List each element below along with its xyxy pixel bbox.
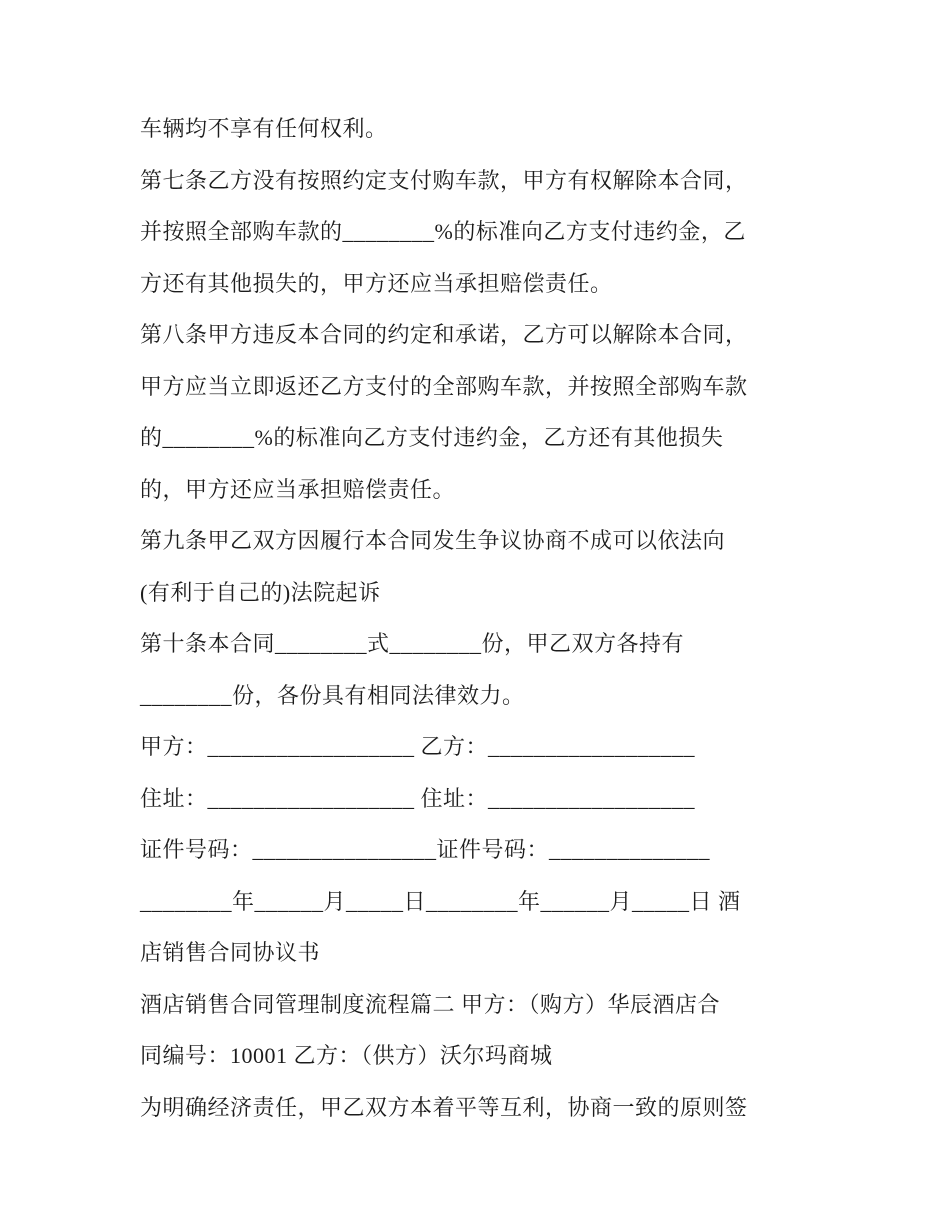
document-line: 酒店销售合同管理制度流程篇二 甲方：（购方）华辰酒店合: [140, 991, 721, 1017]
document-line: 第十条本合同________式________份，甲乙双方各持有: [140, 631, 685, 656]
document-line: (有利于自己的)法院起诉: [140, 579, 381, 605]
document-line: 方还有其他损失的，甲方还应当承担赔偿责任。: [140, 270, 613, 296]
document-line: 车辆均不享有任何权利。: [140, 116, 388, 141]
document-line: ________年______月_____日________年______月_____日 酒: [140, 888, 741, 914]
document-line: 的，甲方还应当承担赔偿责任。: [140, 476, 456, 502]
document-line: ________份，各份具有相同法律效力。: [140, 682, 525, 708]
document-line: 住址：__________________ 住址：__________________: [140, 785, 696, 811]
document-line: 第九条甲乙双方因履行本合同发生争议协商不成可以依法向: [140, 528, 726, 553]
document-line: 证件号码：________________证件号码：______________: [140, 837, 711, 862]
document-line: 为明确经济责任，甲乙双方本着平等互利，协商一致的原则签: [140, 1094, 748, 1120]
document-line: 甲方应当立即返还乙方支付的全部购车款，并按照全部购车款: [140, 373, 748, 399]
document-line: 店销售合同协议书: [140, 940, 321, 965]
document-line: 甲方：__________________ 乙方：__________________: [140, 734, 696, 759]
document-line: 第七条乙方没有按照约定支付购车款，甲方有权解除本合同，: [140, 167, 748, 193]
document-line: 的________%的标准向乙方支付违约金，乙方还有其他损失: [140, 425, 724, 450]
document-line: 并按照全部购车款的________%的标准向乙方支付违约金，乙: [140, 219, 746, 244]
document-line: 同编号：10001 乙方：（供方）沃尔玛商城: [140, 1043, 553, 1068]
document-line: 第八条甲方违反本合同的约定和承诺，乙方可以解除本合同，: [140, 322, 748, 347]
